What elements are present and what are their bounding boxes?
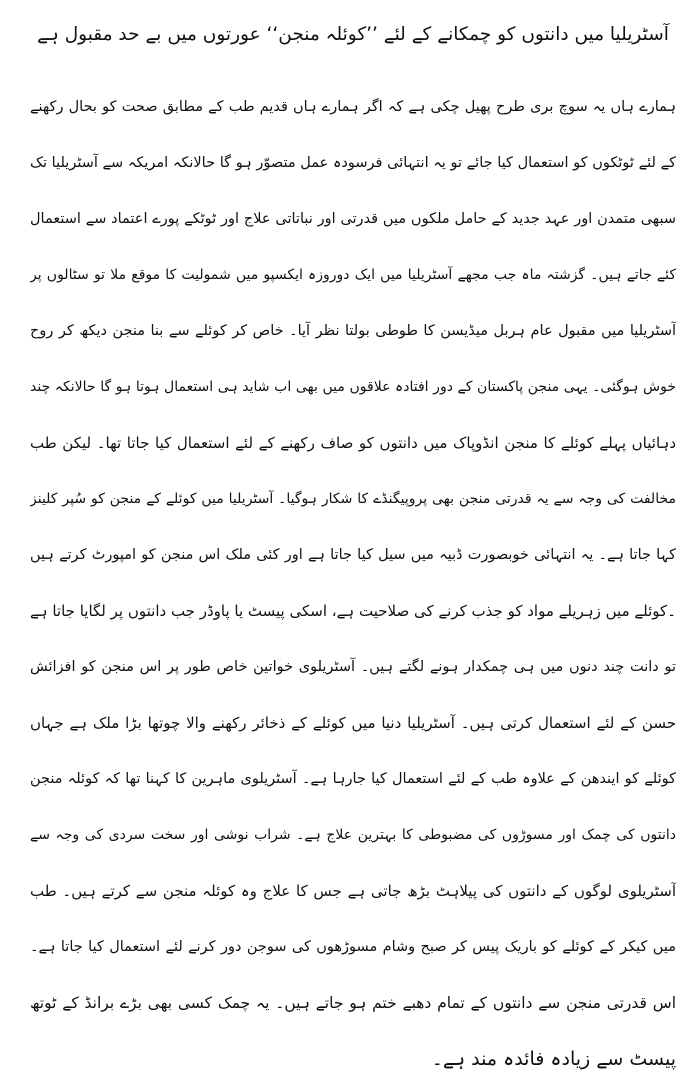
body-line: دہائیاں پہلے کوئلے کا منجن انڈوپاک میں دانتوں کو صاف رکھنے کے لئے استعمال کیا جاتا تھا۔ لیکن طب xyxy=(30,434,676,452)
body-line: حسن کے لئے استعمال کرتی ہیں۔ آسٹریلیا دنیا میں کوئلے کے ذخائر رکھنے والا چوتھا بڑا ملک ہے جہاں xyxy=(30,714,676,732)
body-line: کہا جاتا ہے۔ یہ انتہائی خوبصورت ڈبیہ میں سیل کیا جاتا ہے اور کئی ملک اس منجن کو امپورٹ کرتے ہیں xyxy=(30,547,676,563)
body-line-last: پیسٹ سے زیادہ فائدہ مند ہے۔ xyxy=(431,1048,676,1070)
body-line: اس قدرتی منجن سے دانتوں کے تمام دھبے ختم ہو جاتے ہیں۔ یہ چمک کسی بھی بڑے برانڈ کے ٹوتھ xyxy=(30,994,676,1012)
body-line: تو دانت چند دنوں میں ہی چمکدار ہونے لگتے ہیں۔ آسٹریلوی خواتین خاص طور پر اس منجن کو افزائش xyxy=(30,659,676,675)
body-line: میں کیکر کے کوئلے کو باریک پیس کر صبح وشام مسوڑھوں کی سوجن دور کرنے لئے استعمال کیا جاتا ہے۔ xyxy=(30,939,676,955)
body-line: آسٹریلوی لوگوں کے دانتوں کی پیلاہٹ بڑھ جاتی ہے جس کا علاج وہ کوئلہ منجن سے کرتے ہیں۔ طب xyxy=(30,882,676,900)
body-line: ہمارے ہاں یہ سوچ بری طرح پھیل چکی ہے کہ اگر ہمارے ہاں قدیم طب کے مطابق صحت کو بحال رکھنے xyxy=(30,99,676,115)
body-line: ۔کوئلے میں زہریلے مواد کو جذب کرنے کی صلاحیت ہے، اسکی پیسٹ یا پاوڈر جب دانتوں پر لگایا جاتا ہے xyxy=(30,602,676,620)
article-page xyxy=(30,0,676,1092)
body-line: کوئلے کو ایندھن کے علاوہ طب کے لئے استعمال کیا جارہا ہے۔ آسٹریلوی ماہرین کا کہنا تھا کہ کوئلہ منجن xyxy=(30,771,676,787)
body-line: کئے جاتے ہیں۔ گزشتہ ماہ جب مجھے آسٹریلیا میں ایک دوروزہ ایکسپو میں شمولیت کا موقع ملا تو سٹالوں پر xyxy=(30,267,676,283)
article-title: آسٹریلیا میں دانتوں کو چمکانے کے لئے ’’کوئلہ منجن‘‘ عورتوں میں بے حد مقبول ہے xyxy=(37,24,669,45)
body-line: مخالفت کی وجہ سے یہ قدرتی منجن بھی پروپیگنڈے کا شکار ہوگیا۔ آسٹریلیا میں کوئلے کے منجن کو سُپر کلینز xyxy=(30,491,676,507)
body-line: آسٹریلیا میں مقبول عام ہربل میڈیسن کا طوطی بولتا نظر آیا۔ خاص کر کوئلے سے بنا منجن دیکھ کر روح xyxy=(30,323,676,339)
body-line: سبھی متمدن اور عہد جدید کے حامل ملکوں میں قدرتی اور نباتاتی علاج اور ٹوٹکے پورے اعتماد سے استعمال xyxy=(30,211,676,227)
body-line: خوش ہوگئی۔ یہی منجن پاکستان کے دور افتادہ علاقوں میں بھی اب شاید ہی استعمال ہوتا ہو گا حالانکہ چند xyxy=(30,379,676,395)
body-line: کے لئے ٹوٹکوں کو استعمال کیا جائے تو یہ انتہائی فرسودہ عمل متصوّر ہو گا حالانکہ امریکہ سے آسٹریلیا تک xyxy=(30,155,676,171)
body-line: دانتوں کی چمک اور مسوڑوں کی مضبوطی کا بہترین علاج ہے۔ شراب نوشی اور سخت سردی کی وجہ سے xyxy=(30,827,676,843)
